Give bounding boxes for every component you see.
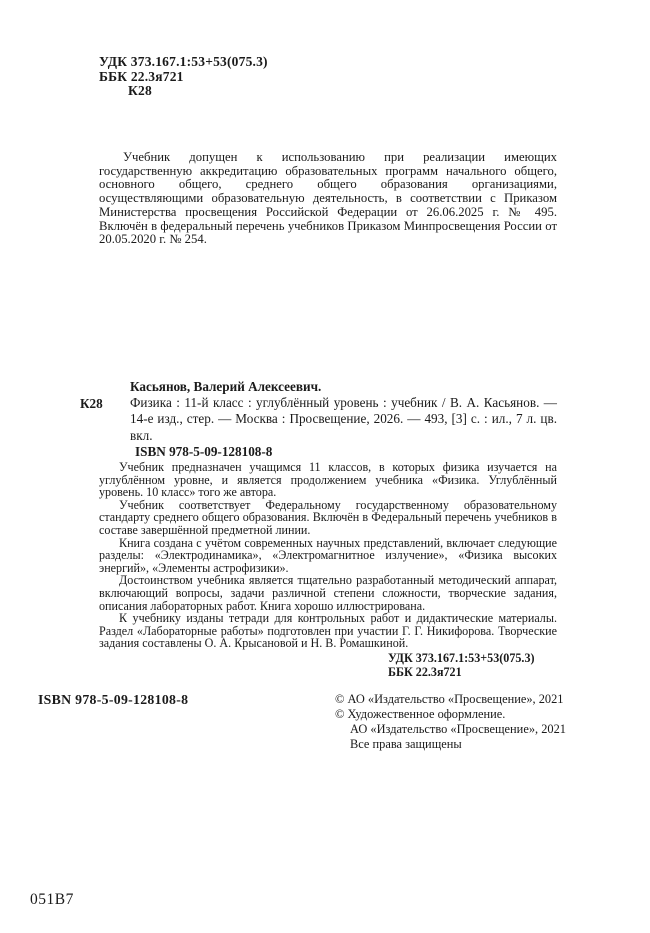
footer-isbn: ISBN 978-5-09-128108-8 [38, 692, 189, 707]
approval-note: Учебник допущен к использованию при реализации имеющих государственную аккредитацию образовательных программ начального общего, основного общего, среднего общего образования организациями, осуществляющими образовательную деятельность, в соответствии с Приказом Министерства просвещения Российской Федерации от 26.06.2025 г. № 495. Включён в федеральный перечень учебников Приказом Минпросвещения России от 20.05.2020 г. № 254. [99, 150, 557, 247]
annotation-paragraph-5: К учебнику изданы тетради для контрольных работ и дидактические материалы. Раздел «Лабораторные работы» подготовлен при участии Г. Г. Никифорова. Творческие задания составлены О. А. Крысановой и Н. В. Ромашкиной. [99, 611, 557, 651]
catalog-isbn: ISBN 978-5-09-128108-8 [135, 444, 273, 459]
catalog-author-heading: Касьянов, Валерий Алексеевич. [130, 379, 322, 394]
catalog-entry [130, 379, 557, 444]
copyright-line-3: АО «Издательство «Просвещение», 2021 [350, 721, 566, 736]
udk-code: УДК 373.167.1:53+53(075.3) [99, 54, 268, 69]
author-sign: К28 [128, 83, 152, 99]
classification-block [388, 652, 557, 679]
imprint-block [99, 55, 268, 99]
copyright-block [335, 692, 566, 752]
annotation-paragraph-2: Учебник соответствует Федеральному государственному образовательному стандарту среднего общего образования. Включён в Федеральный перечень учебников в составе завершённой предметной линии. [99, 497, 557, 537]
bbk-code-bottom: ББК 22.3я721 [388, 664, 462, 679]
annotation-block [99, 461, 557, 679]
print-code: 051B7 [30, 891, 74, 908]
annotation-paragraph-4: Достоинством учебника является тщательно разработанный методический аппарат, включающий вопросы, задачи различной степени сложности, творческие задания, описания лабораторных работ. Книга хорошо иллюстрирована. [99, 573, 557, 613]
copyright-line-2: © Художественное оформление. [335, 706, 506, 721]
annotation-paragraph-3: Книга создана с учётом современных научных представлений, включает следующие разделы: «Электродинамика», «Электромагнитное излучение», «Физика высоких энергий», «Элементы астрофизики». [99, 535, 557, 575]
catalog-author-sign: К28 [80, 396, 103, 411]
annotation-paragraph-1: Учебник предназначен учащимся 11 классов, в которых физика изучается на углублённом уровне, и является продолжением учебника «Физика. Углублённый уровень. 10 класс» того же автора. [99, 460, 557, 500]
bbk-code: ББК 22.3я721 [99, 68, 184, 84]
copyright-line-1: © АО «Издательство «Просвещение», 2021 [335, 692, 564, 706]
udk-code-bottom: УДК 373.167.1:53+53(075.3) [388, 650, 535, 665]
copyright-line-4: Все права защищены [350, 736, 462, 751]
bibliographic-description: Физика : 11-й класс : углублённый уровень : учебник / В. А. Касьянов. — 14-е изд., стер. — Москва : Просвещение, 2026. — 493, [3] с. : ил., 7 л. цв. вкл. [130, 395, 557, 443]
